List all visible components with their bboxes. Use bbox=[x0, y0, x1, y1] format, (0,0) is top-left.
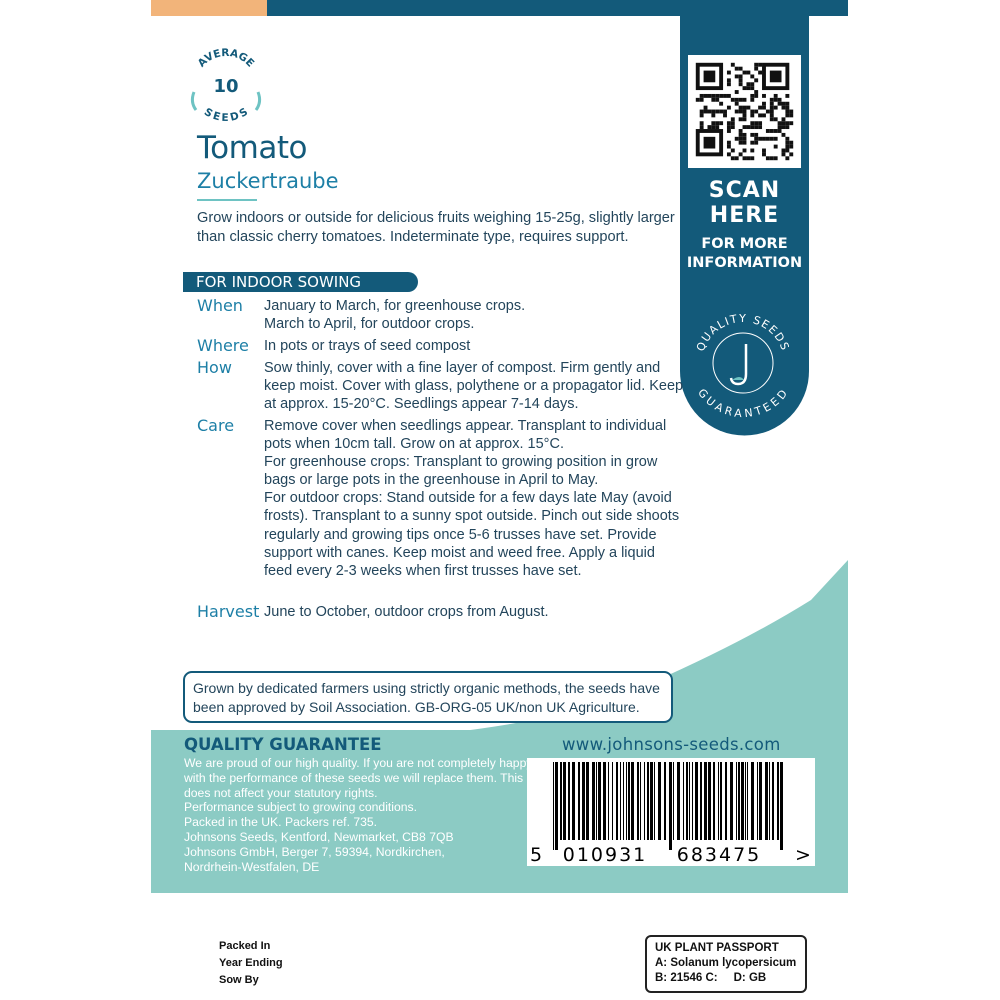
badge-top-text: AVERAGE bbox=[195, 46, 257, 70]
harvest-text: June to October, outdoor crops from August. bbox=[264, 604, 549, 620]
passport-title: UK PLANT PASSPORT bbox=[655, 942, 779, 954]
quality-seal-icon bbox=[688, 308, 798, 418]
quality-guarantee-heading: QUALITY GUARANTEE bbox=[184, 735, 382, 754]
badge-bottom-text: SEEDS bbox=[201, 105, 251, 124]
product-description: Grow indoors or outside for delicious fruits weighing 15-25g, slightly larger than classic cherry tomatoes. Indeterminate type, requires support. bbox=[197, 210, 675, 245]
barcode-bars bbox=[553, 762, 783, 850]
seal-bottom-text: GUARANTEED bbox=[695, 386, 791, 418]
qr-code-icon[interactable] bbox=[688, 55, 801, 168]
for-more-text: FOR MORE bbox=[701, 236, 788, 252]
when-label: When bbox=[197, 296, 243, 315]
barcode-digits-right: 683475 bbox=[676, 844, 762, 866]
scan-text: SCAN bbox=[708, 178, 781, 203]
product-variety: Zuckertraube bbox=[197, 169, 339, 193]
sow-by-label: Sow By bbox=[219, 974, 259, 986]
barcode-digit-first: 5 bbox=[530, 844, 543, 866]
svg-text:SEEDS bbox=[202, 106, 250, 124]
care-label: Care bbox=[197, 416, 235, 435]
plant-passport bbox=[645, 935, 807, 993]
harvest-label: Harvest bbox=[197, 602, 260, 621]
organic-statement: Grown by dedicated farmers using strictly organic methods, the seeds have been approved by Soil Association. GB-ORG-05 UK/non UK Agriculture. bbox=[183, 671, 673, 723]
website-link[interactable]: www.johnsons-seeds.com bbox=[562, 735, 781, 754]
how-text: Sow thinly, cover with a fine layer of compost. Firm gently and keep moist. Cover with glass, polythene or a propagator lid. Keep at approx. 15-20°C. Seedlings appear 7-14 days. bbox=[264, 360, 684, 413]
barcode-end-marker: > bbox=[795, 844, 811, 866]
packed-in-label: Packed In bbox=[219, 940, 271, 952]
barcode bbox=[527, 758, 815, 866]
title-divider bbox=[197, 199, 257, 201]
year-ending-label: Year Ending bbox=[219, 957, 283, 969]
product-title: Tomato bbox=[197, 130, 307, 166]
quality-guarantee-text: We are proud of our high quality. If you are not completely happy with the performance of these seeds we will replace them. This does not affect your statutory rights. Performance subject to growing conditions. Packed in the UK. Packers ref. 735. Johnsons Seeds, Kentford, Newmarket, CB8 7QB Johnsons GmbH, Berger 7, 59394, Nordkirchen, Nordrhein-Westfalen, DE bbox=[184, 756, 533, 874]
packing-info bbox=[219, 938, 283, 989]
indoor-sowing-heading: FOR INDOOR SOWING bbox=[183, 272, 418, 292]
average-seeds-badge bbox=[186, 44, 266, 124]
passport-line-b: B: 21546 C: D: GB bbox=[655, 972, 767, 984]
scan-here-label bbox=[680, 178, 809, 228]
svg-text:AVERAGE bbox=[196, 47, 257, 70]
where-label: Where bbox=[197, 336, 249, 355]
more-info-label bbox=[680, 235, 809, 273]
when-text: January to March, for greenhouse crops. March to April, for outdoor crops. bbox=[264, 298, 526, 333]
how-label: How bbox=[197, 358, 232, 377]
where-text: In pots or trays of seed compost bbox=[264, 338, 471, 354]
passport-line-a: A: Solanum lycopersicum bbox=[655, 957, 797, 969]
here-text: HERE bbox=[709, 203, 780, 228]
seal-top-text: QUALITY SEEDS bbox=[693, 311, 793, 354]
svg-text:GUARANTEED bbox=[695, 386, 791, 418]
care-text: Remove cover when seedlings appear. Transplant to individual pots when 10cm tall. Grow on at approx. 15°C. For greenhouse crops: Transplant to growing position in grow bags or large pots in the greenhouse in April to May. For outdoor crops: Stand outside for a few days late May (avoid frosts). Transplant to a sunny spot outside. Pinch out side shoots regularly and growing tips once 5-6 trusses have set. Provide support with canes. Keep moist and weed free. Apply a liquid feed every 2-3 weeks when first trusses have set. bbox=[264, 418, 680, 579]
barcode-digits-left: 010931 bbox=[562, 844, 648, 866]
information-text: INFORMATION bbox=[686, 255, 803, 271]
seed-count: 10 bbox=[213, 76, 239, 97]
